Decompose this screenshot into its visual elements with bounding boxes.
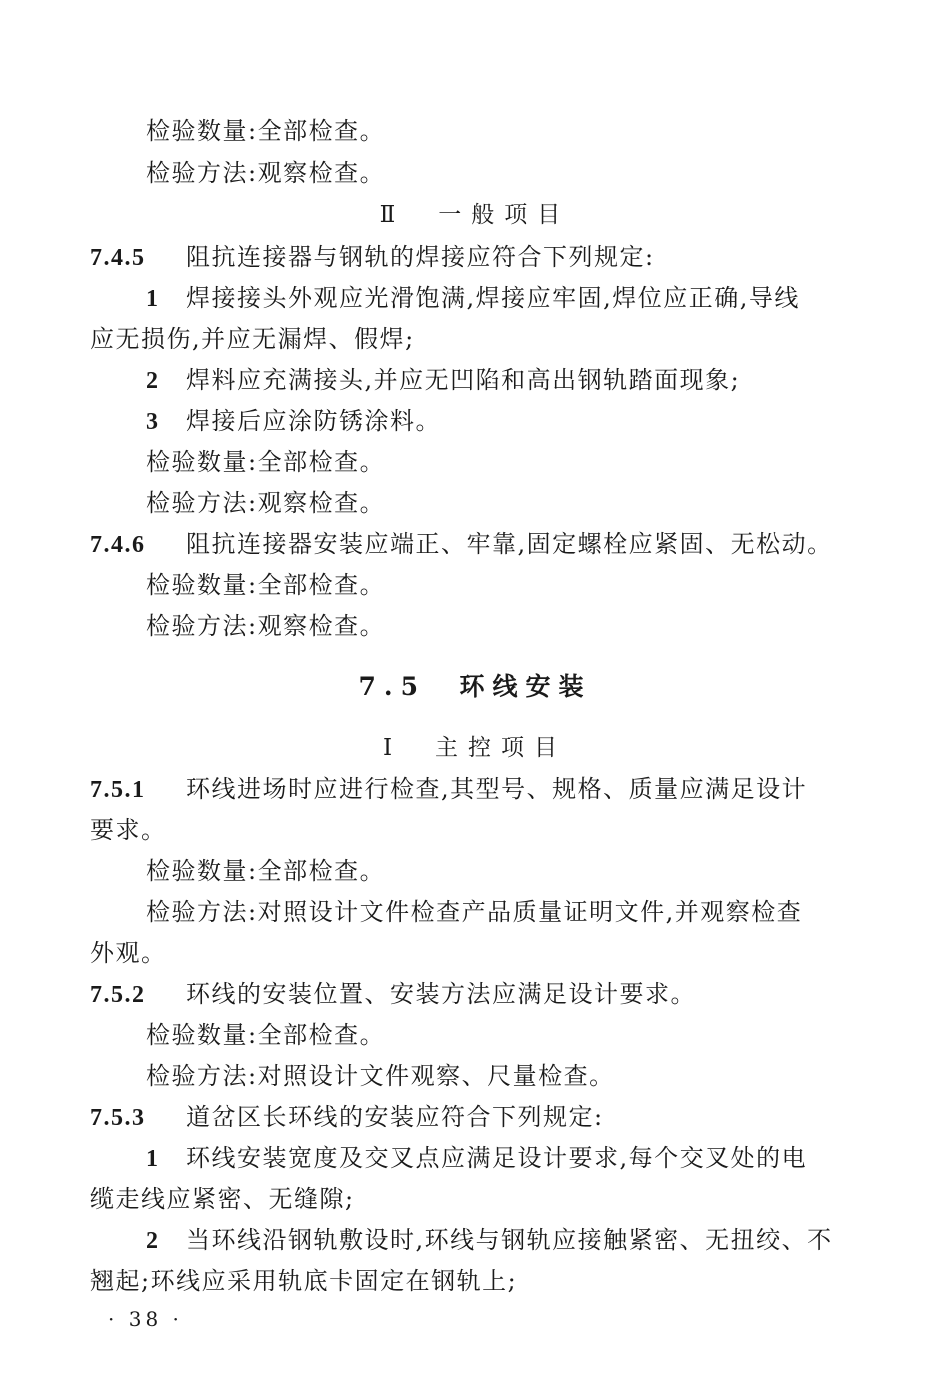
clause-number: 7.4.5 — [90, 245, 146, 271]
paragraph-continuation: 翘起;环线应采用轨底卡固定在钢轨上; — [90, 1267, 518, 1295]
clause-number: 7.5.3 — [90, 1105, 146, 1131]
section-heading-7-5 — [0, 670, 950, 704]
item-number: 2 — [146, 368, 160, 394]
paragraph-continuation: 外观。 — [90, 939, 167, 967]
subsection-heading: Ⅰ 主控项目 — [382, 735, 568, 761]
paragraph-continuation: 要求。 — [90, 816, 167, 844]
paragraph-continuation: 缆走线应紧密、无缝隙; — [90, 1185, 355, 1213]
clause-number: 7.5.1 — [90, 777, 146, 803]
paragraph-continuation: 应无损伤,并应无漏焊、假焊; — [90, 325, 415, 353]
subsection-heading: Ⅱ 一般项目 — [379, 202, 571, 228]
inspection-method: 检验方法:观察检查。 — [146, 159, 386, 187]
item-number: 3 — [146, 409, 160, 435]
inspection-method: 检验方法:对照设计文件观察、尺量检查。 — [146, 1062, 615, 1090]
inspection-quantity: 检验数量:全部检查。 — [146, 117, 386, 145]
inspection-method: 检验方法:对照设计文件检查产品质量证明文件,并观察检查 — [146, 898, 803, 926]
list-item: 1 环线安装宽度及交叉点应满足设计要求,每个交叉处的电 — [0, 1141, 950, 1176]
clause-7-4-5: 7.4.5 阻抗连接器与钢轨的焊接应符合下列规定: — [0, 240, 950, 275]
list-item: 2 焊料应充满接头,并应无凹陷和高出钢轨踏面现象; — [0, 363, 950, 398]
clause-number: 7.4.6 — [90, 532, 146, 558]
page-number: · 38 · — [108, 1307, 183, 1331]
list-item: 1 焊接接头外观应光滑饱满,焊接应牢固,焊位应正确,导线 — [0, 281, 950, 316]
inspection-quantity: 检验数量:全部检查。 — [146, 857, 386, 885]
section-number: 7.5 — [358, 672, 427, 701]
inspection-method: 检验方法:观察检查。 — [146, 612, 386, 640]
clause-7-5-1: 7.5.1 环线进场时应进行检查,其型号、规格、质量应满足设计 — [0, 772, 950, 807]
inspection-quantity: 检验数量:全部检查。 — [146, 571, 386, 599]
section-title: 环线安装 — [459, 672, 592, 701]
item-number: 1 — [146, 1146, 160, 1172]
clause-number: 7.5.2 — [90, 982, 146, 1008]
inspection-quantity: 检验数量:全部检查。 — [146, 448, 386, 476]
clause-7-4-6: 7.4.6 阻抗连接器安装应端正、牢靠,固定螺栓应紧固、无松动。 — [0, 527, 950, 562]
inspection-method: 检验方法:观察检查。 — [146, 489, 386, 517]
clause-7-5-2: 7.5.2 环线的安装位置、安装方法应满足设计要求。 — [0, 977, 950, 1012]
item-number: 2 — [146, 1228, 160, 1254]
clause-7-5-3: 7.5.3 道岔区长环线的安装应符合下列规定: — [0, 1100, 950, 1135]
item-number: 1 — [146, 286, 160, 312]
inspection-quantity: 检验数量:全部检查。 — [146, 1021, 386, 1049]
list-item: 2 当环线沿钢轨敷设时,环线与钢轨应接触紧密、无扭绞、不 — [0, 1223, 950, 1258]
list-item: 3 焊接后应涂防锈涂料。 — [0, 404, 950, 439]
